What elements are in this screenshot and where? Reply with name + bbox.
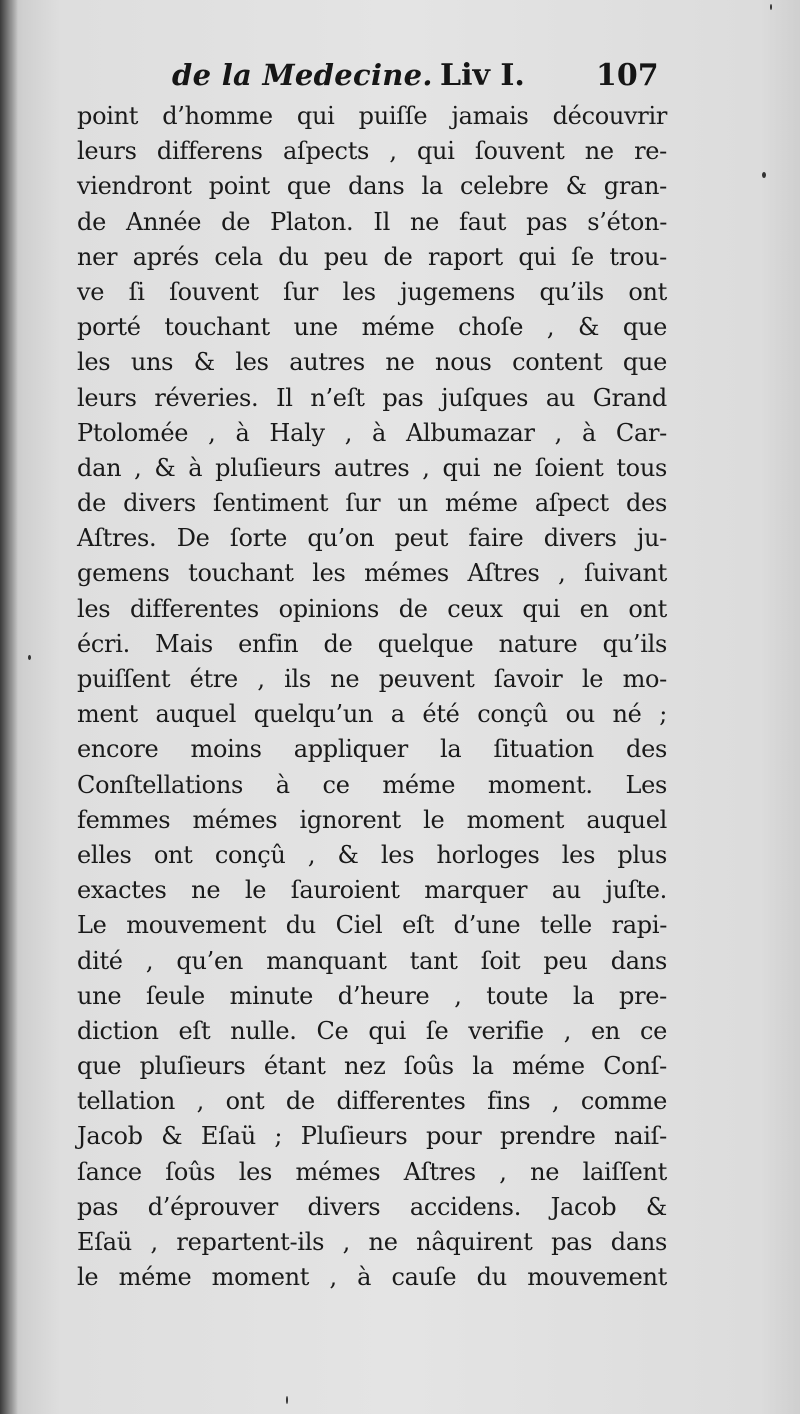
text-line: dan , & à pluſieurs autres , qui ne ſoient tous xyxy=(77,453,667,482)
page-gutter-shadow xyxy=(0,0,18,1414)
text-line: Eſaü , repartent-ils , ne nâquirent pas dans xyxy=(77,1228,667,1256)
text-line: de divers ſentiment ſur un méme aſpect des xyxy=(77,489,667,518)
text-line: pas d’éprouver divers accidens. Jacob & xyxy=(77,1192,667,1221)
text-line: écri. Mais enfin de quelque nature qu’ils xyxy=(77,629,667,658)
text-line: porté touchant une méme choſe , & que xyxy=(77,313,667,342)
text-line: ve ſi ſouvent ſur les jugemens qu’ils ont xyxy=(77,277,667,306)
text-line: leurs réveries. Il n’eſt pas juſques au Grand xyxy=(77,383,667,412)
text-line: Jacob & Eſaü ; Pluſieurs pour prendre naiſ- xyxy=(77,1122,667,1151)
page-number: 107 xyxy=(596,58,659,93)
text-line: une ſeule minute d’heure , toute la pre- xyxy=(77,981,667,1010)
text-line: diction eſt nulle. Ce qui ſe verifie , en ce xyxy=(77,1016,667,1045)
text-line: encore moins appliquer la ſituation des xyxy=(77,735,667,764)
text-line: puiſſent étre , ils ne peuvent ſavoir le mo- xyxy=(77,665,667,693)
text-line: exactes ne le ſauroient marquer au juſte. xyxy=(77,876,667,905)
text-line: de Année de Platon. Il ne faut pas s’éton- xyxy=(77,207,667,236)
paper-speck xyxy=(762,172,766,178)
paper-speck xyxy=(28,655,31,660)
book-reference: Liv I. xyxy=(440,58,525,93)
text-line: Conſtellations à ce méme moment. Les xyxy=(77,770,667,799)
paper-speck xyxy=(286,1396,288,1404)
page-header xyxy=(172,58,682,98)
text-line: Le mouvement du Ciel eſt d’une telle rapi- xyxy=(77,911,667,940)
text-line: Aſtres. De ſorte qu’on peut faire divers ju- xyxy=(77,524,667,553)
text-line: ner aprés cela du peu de raport qui ſe trou- xyxy=(77,242,667,271)
text-line: femmes mémes ignorent le moment auquel xyxy=(77,805,667,834)
text-line: tellation , ont de differentes fins , comme xyxy=(77,1087,667,1116)
text-line: ſance ſoûs les mémes Aſtres , ne laiſſent xyxy=(77,1157,667,1186)
text-line: ment auquel quelqu’un a été conçû ou né ; xyxy=(77,700,667,729)
text-line: les differentes opinions de ceux qui en ont xyxy=(77,594,667,623)
text-line: les uns & les autres ne nous content que xyxy=(77,348,667,377)
text-line: point d’homme qui puiſſe jamais découvrir xyxy=(77,102,667,130)
text-line: Ptolomée , à Haly , à Albumazar , à Car- xyxy=(77,418,667,447)
body-text xyxy=(77,99,667,1295)
text-line: gemens touchant les mémes Aſtres , ſuivant xyxy=(77,559,667,588)
text-line: elles ont conçû , & les horloges les plus xyxy=(77,840,667,869)
text-line: dité , qu’en manquant tant ſoit peu dans xyxy=(77,946,667,975)
running-title: de la Medecine. xyxy=(172,58,433,92)
text-line: viendront point que dans la celebre & gran- xyxy=(77,172,667,201)
text-line: leurs differens aſpects , qui ſouvent ne re- xyxy=(77,137,667,166)
paper-speck xyxy=(770,4,772,10)
text-line: le méme moment , à cauſe du mouvement xyxy=(77,1263,667,1292)
text-line: que pluſieurs étant nez ſoûs la méme Conſ- xyxy=(77,1052,667,1081)
